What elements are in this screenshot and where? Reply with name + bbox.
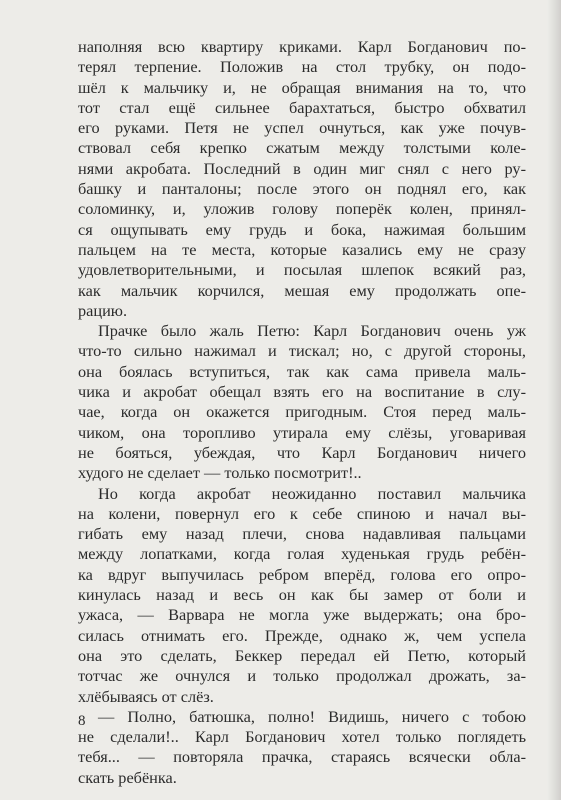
text-line: она боялась вступиться, так как сама привела маль- <box>78 361 526 381</box>
text-line: чика и акробат обещал взять его на воспитание в слу- <box>78 382 526 402</box>
text-line: ся ощупывать ему грудь и бока, нажимая большим <box>78 219 526 239</box>
text-line: гибать ему назад плечи, снова надавливая пальцами <box>78 524 526 544</box>
text-line: нями акробата. Последний в один миг снял с него ру- <box>78 158 526 178</box>
text-line: шёл к мальчику и, не обращая внимания на то, что <box>78 77 526 97</box>
text-line: тебя... — повторяла прачка, стараясь всячески обла- <box>78 747 526 767</box>
text-line: удовлетворительными, и посылая шлепок всякий раз, <box>78 260 526 280</box>
text-line: — Полно, батюшка, полно! Видишь, ничего с тобою <box>98 706 526 726</box>
text-line: что-то сильно нажимал и тискал; но, с другой стороны, <box>78 341 526 361</box>
text-line: терял терпение. Положив на стол трубку, он подо- <box>78 57 526 77</box>
page-number: 8 <box>78 713 86 729</box>
text-line: тот стал ещё сильнее барахтаться, быстро обхватил <box>78 97 526 117</box>
text-line: наполняя всю квартиру криками. Карл Богданович по- <box>78 37 526 56</box>
text-line: Прачке было жаль Петю: Карл Богданович очень уж <box>98 321 526 341</box>
text-line: хлёбываясь от слёз. <box>78 686 214 706</box>
text-line: соломинку, и, уложив голову поперёк колен, принял- <box>78 199 526 219</box>
text-line: Но когда акробат неожиданно поставил мальчика <box>98 483 526 503</box>
paragraph <box>78 484 526 707</box>
page-text <box>78 37 526 788</box>
text-line: чае, когда он окажется пригодным. Стоя перед маль- <box>78 402 526 422</box>
paragraph <box>78 707 526 788</box>
text-line: чиком, она торопливо утирала ему слёзы, уговаривая <box>78 422 526 442</box>
text-line: ужаса, — Варвара не могла уже выдержать; она бро- <box>78 605 526 625</box>
text-line: кинулась назад и весь он как бы замер от боли и <box>78 585 526 605</box>
text-line: ка вдруг выпучилась ребром вперёд, голова его опро- <box>78 564 526 584</box>
text-line: башку и панталоны; после этого он поднял его, как <box>78 179 526 199</box>
text-line: на колени, повернул его к себе спиною и начал вы- <box>78 503 526 523</box>
text-line: скать ребёнка. <box>78 767 177 787</box>
page-fold-shadow <box>547 0 561 800</box>
text-line: не бояться, убеждая, что Карл Богданович ничего <box>78 442 526 462</box>
text-line: силась отнимать его. Прежде, однако ж, чем успела <box>78 625 526 645</box>
paragraph <box>78 321 526 483</box>
text-line: ствовал себя крепко сжатым между толстыми коле- <box>78 138 526 158</box>
text-line: его руками. Петя не успел очнуться, как уже почув- <box>78 118 526 138</box>
text-line: рацию. <box>78 300 128 320</box>
text-line: между лопатками, когда голая худенькая грудь ребён- <box>78 544 526 564</box>
text-line: не сделали!.. Карл Богданович хотел только поглядеть <box>78 727 526 747</box>
text-line: пальцем на те места, которые казались ему не сразу <box>78 239 526 259</box>
paragraph <box>78 37 526 321</box>
text-line: тотчас же очнулся и только продолжал дрожать, за- <box>78 666 526 686</box>
text-line: она это сделать, Беккер передал ей Петю, который <box>78 645 526 665</box>
text-line: худого не сделает — только посмотрит!.. <box>78 463 362 483</box>
text-line: как мальчик корчился, мешая ему продолжать опе- <box>78 280 526 300</box>
